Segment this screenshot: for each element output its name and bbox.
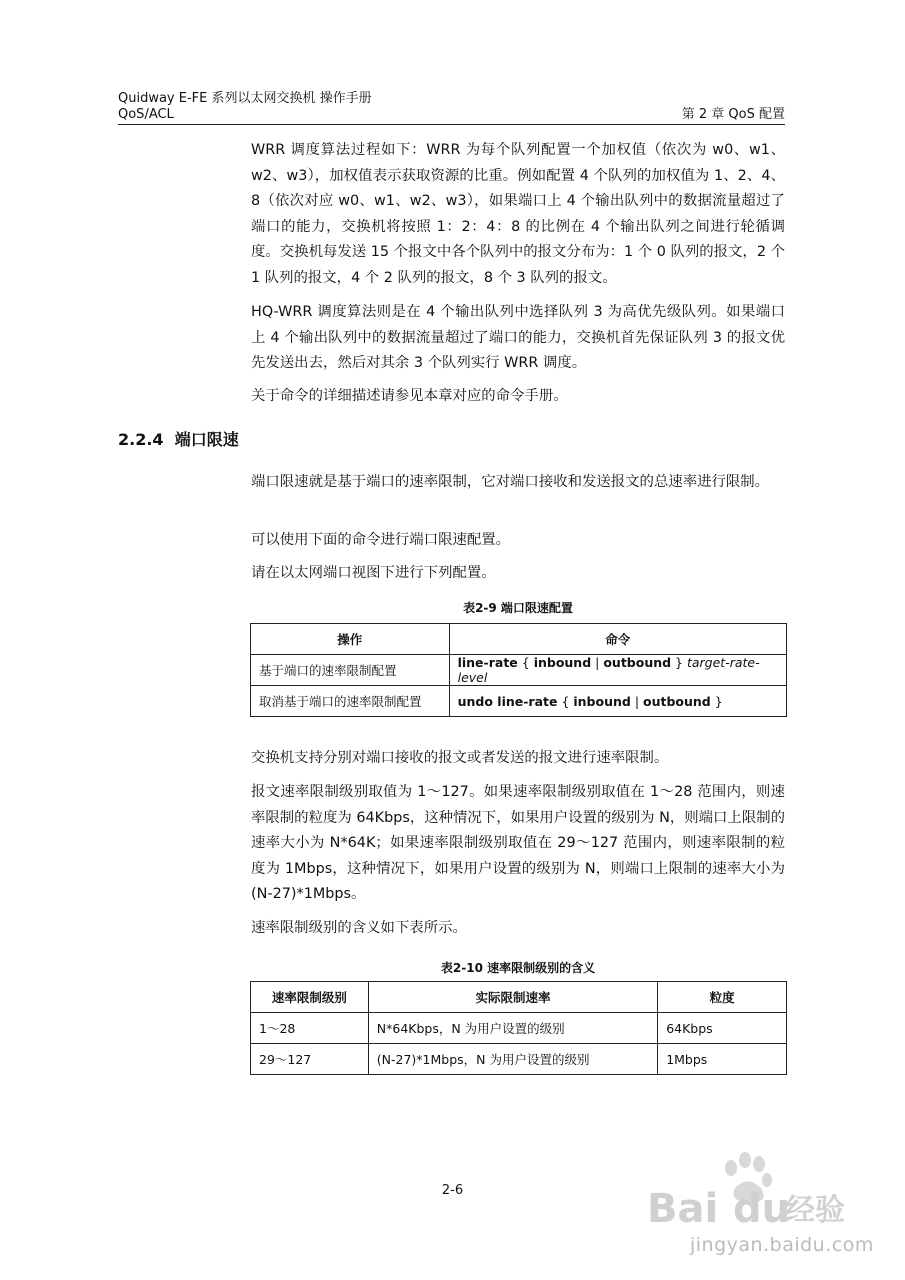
watermark-url: jingyan.baidu.com [690, 1234, 874, 1256]
cmd-keyword: line-rate [457, 655, 518, 670]
cmd-brace: { [517, 655, 534, 670]
watermark-brand-c: 经验 [785, 1193, 845, 1228]
header-cell-operation: 操作 [251, 624, 450, 655]
table-row [251, 1044, 787, 1075]
paragraph-rate-level-range: 报文速率限制级别取值为 1～127。如果速率限制级别取值在 1～28 范围内，则速率限制的粒度为 64Kbps，这种情况下，如果用户设置的级别为 N，则端口上限制的速率大小为 N*64K；如果速率限制级别取值在 29～127 范围内，则速率限制的粒度为 1Mbps，这种情况下，如果用户设置的级别为 N，则端口上限制的速率大小为(N-27)*1Mbps。 [251, 784, 785, 903]
cmd-brace: } [671, 655, 687, 670]
header-manual-title: Quidway E-FE 系列以太网交换机 操作手册 [118, 91, 372, 106]
watermark-brand-a: Bai [647, 1186, 719, 1232]
header-cell-command: 命令 [449, 624, 786, 655]
line-rate-config-table [250, 623, 787, 717]
cmd-brace: } [710, 693, 723, 709]
cmd-pipe: | [630, 693, 644, 709]
paragraph-wrr: WRR 调度算法过程如下：WRR 为每个队列配置一个加权值（依次为 w0、w1、w2、w3），加权值表示获取资源的比重。例如配置 4 个队列的加权值为 1、2、4、8（依次对应 w0、w1、w2、w3），如果端口上 4 个输出队列中的数据流量超过了端口的能力，交换机将按照 1：2：4：8 的比例在 4 个输出队列之间进行轮循调度。交换机每发送 15 个报文中各个队列中的报文分布为：1 个 0 队列的报文，2 个 1 队列的报文，4 个 2 队列的报文，8 个 3 队列的报文。 [251, 142, 785, 286]
watermark-brand-b: du [733, 1186, 791, 1232]
header-cell-granularity: 粒度 [658, 982, 787, 1013]
header-divider [118, 124, 785, 125]
rate-level-table [250, 981, 787, 1075]
granularity-cell: 1Mbps [658, 1044, 787, 1075]
command-cell [449, 655, 786, 686]
header-chapter-title: 第 2 章 QoS 配置 [681, 107, 785, 122]
section-number: 2.2.4 [118, 430, 164, 449]
header-chapter-group: QoS/ACL [118, 107, 174, 122]
section-title: 端口限速 [174, 430, 239, 449]
level-cell: 1～28 [251, 1013, 369, 1044]
page-number: 2-6 [441, 1183, 464, 1198]
paragraph-interface-view: 请在以太网端口视图下进行下列配置。 [251, 565, 496, 581]
cmd-pipe: | [591, 655, 604, 670]
paragraph-hq-wrr: HQ-WRR 调度算法则是在 4 个输出队列中选择队列 3 为高优先级队列。如果端口上 4 个输出队列中的数据流量超过了端口的能力，交换机首先保证队列 3 的报文优先发送出去，然后对其余 3 个队列实行 WRR 调度。 [251, 304, 785, 372]
header-cell-actual-rate: 实际限制速率 [368, 982, 657, 1013]
actual-rate-cell: N*64Kbps，N 为用户设置的级别 [368, 1013, 657, 1044]
cmd-keyword: outbound [643, 693, 711, 709]
actual-rate-cell: (N-27)*1Mbps，N 为用户设置的级别 [368, 1044, 657, 1075]
table-header-row [251, 982, 787, 1013]
cmd-brace: { [557, 693, 574, 709]
paragraph-use-commands: 可以使用下面的命令进行端口限速配置。 [251, 532, 511, 548]
table-row [251, 1013, 787, 1044]
operation-cell: 基于端口的速率限制配置 [251, 655, 450, 686]
paragraph-level-meaning: 速率限制级别的含义如下表所示。 [251, 920, 467, 936]
cmd-keyword: outbound [603, 655, 672, 670]
level-cell: 29～127 [251, 1044, 369, 1075]
table2-caption: 表2-10 速率限制级别的含义 [440, 961, 596, 975]
paragraph-direction-support: 交换机支持分别对端口接收的报文或者发送的报文进行速率限制。 [251, 750, 669, 766]
cmd-keyword: undo line-rate [457, 693, 558, 709]
granularity-cell: 64Kbps [658, 1013, 787, 1044]
paragraph-line-rate-intro: 端口限速就是基于端口的速率限制，它对端口接收和发送报文的总速率进行限制。 [251, 474, 770, 490]
table-header-row [251, 624, 787, 655]
header-cell-level: 速率限制级别 [251, 982, 369, 1013]
operation-cell: 取消基于端口的速率限制配置 [251, 686, 450, 717]
paragraph-command-ref: 关于命令的详细描述请参见本章对应的命令手册。 [251, 388, 568, 404]
table1-caption: 表2-9 端口限速配置 [463, 601, 573, 615]
table-row [251, 655, 787, 686]
cmd-keyword: inbound [573, 693, 631, 709]
table-row [251, 686, 787, 717]
command-cell [449, 686, 786, 717]
cmd-keyword: inbound [533, 655, 592, 670]
cmd-parameter: target-rate-level [457, 655, 760, 685]
section-heading [118, 429, 239, 451]
